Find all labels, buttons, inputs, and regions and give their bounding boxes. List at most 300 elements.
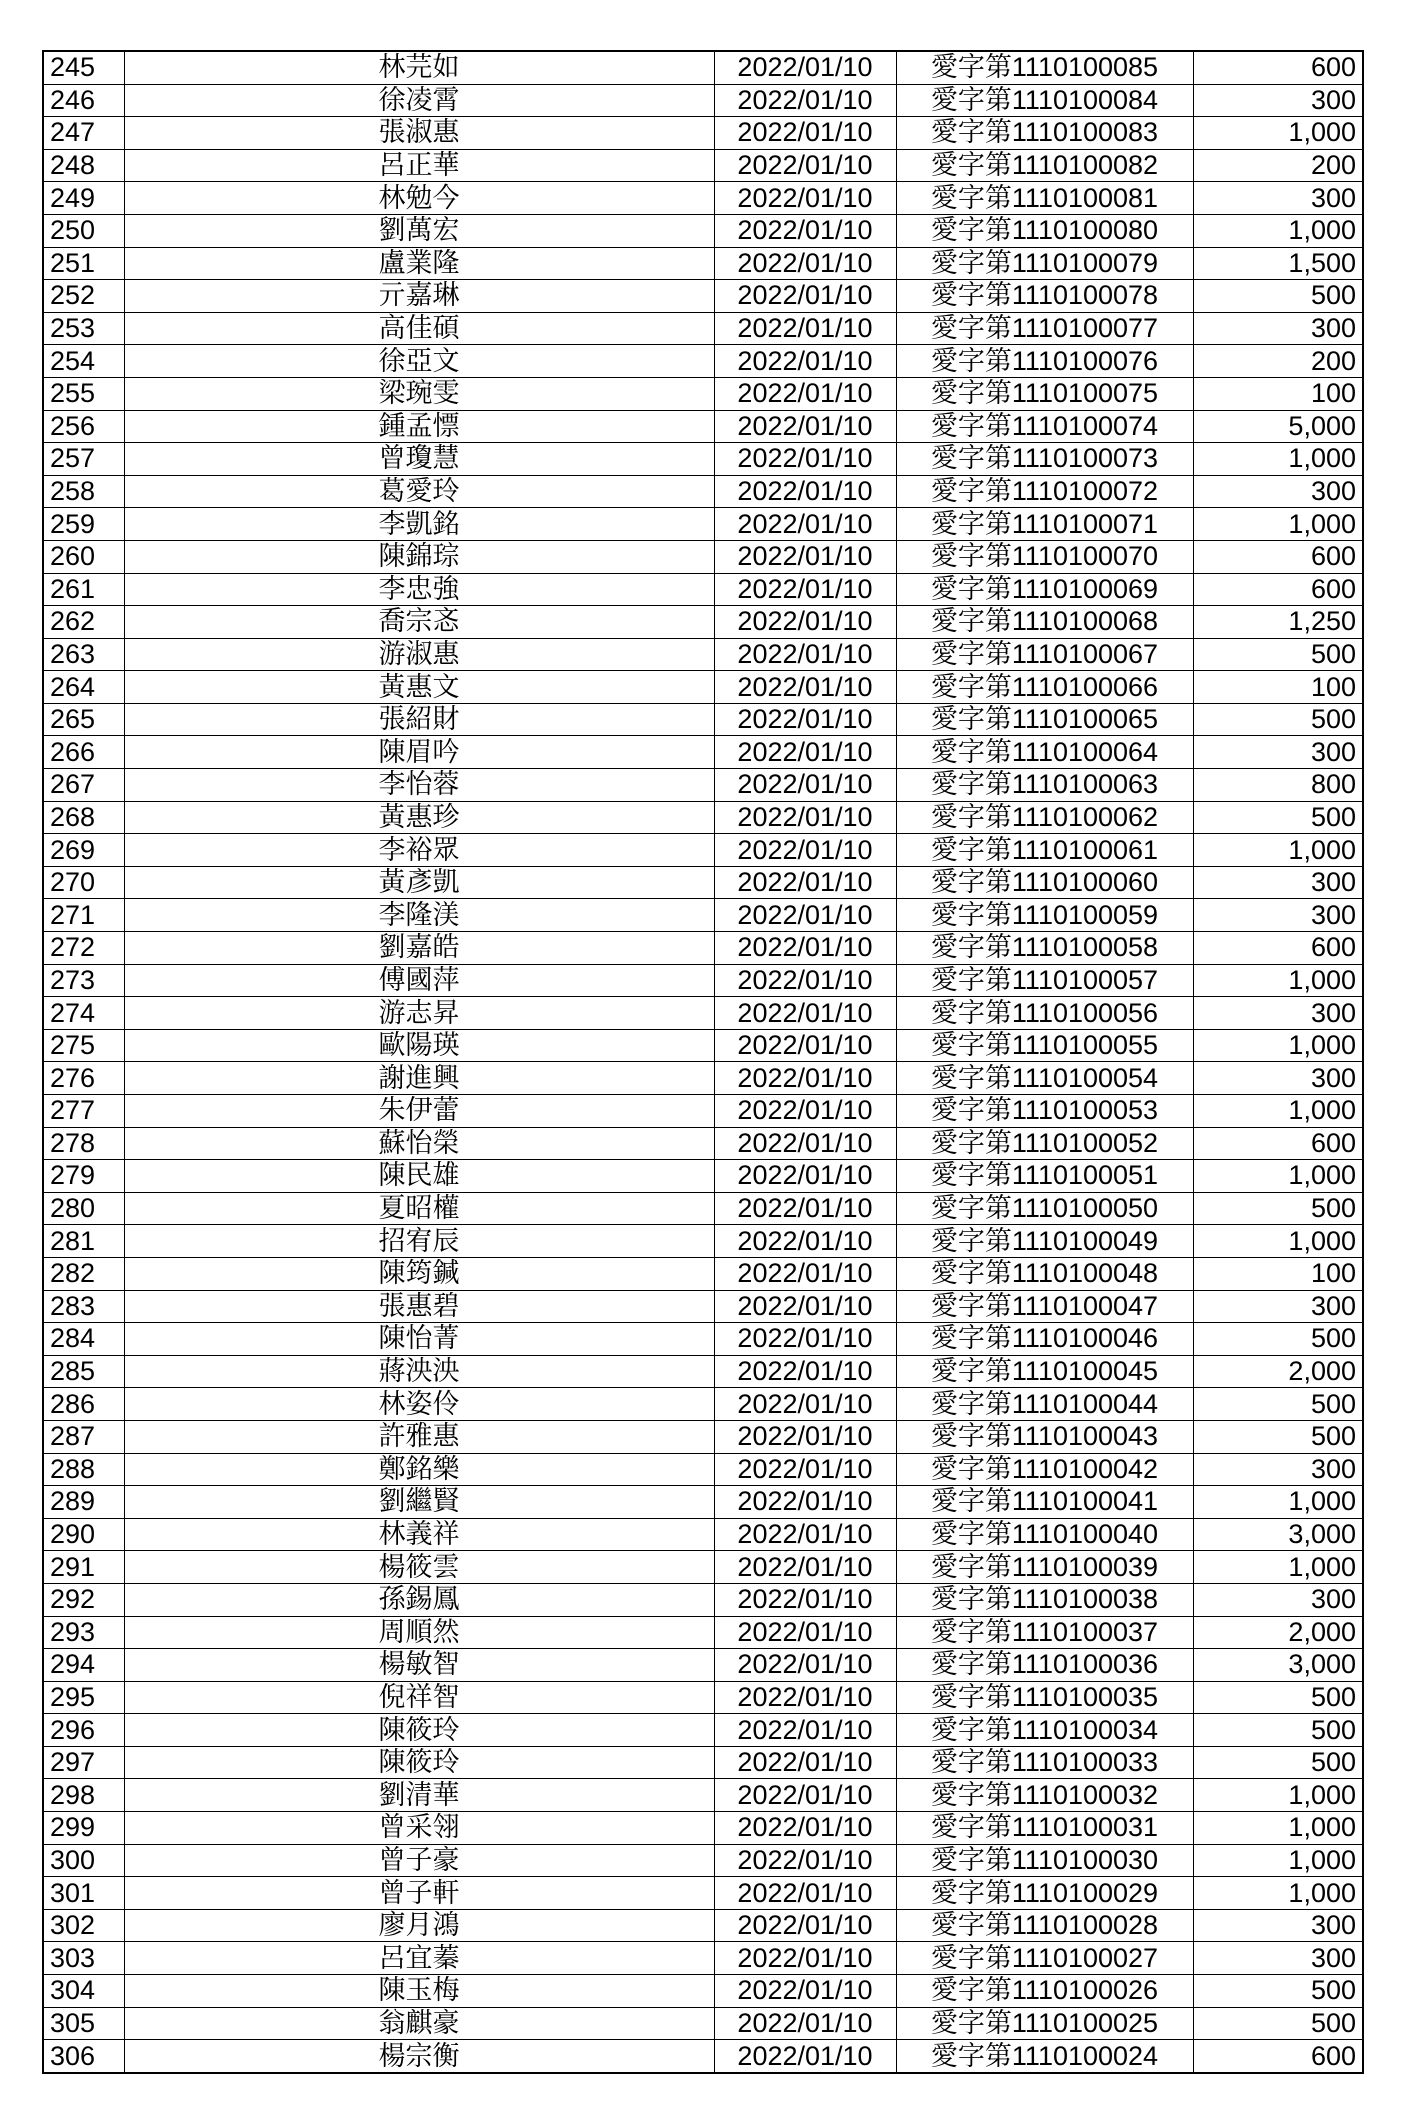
table-row [43,1942,1363,1975]
donation-date-cell: 2022/01/10 [714,410,896,443]
donor-name-cell: 李凱銘 [124,508,714,541]
donor-name-cell: 曾子軒 [124,1877,714,1910]
table-row [43,1909,1363,1942]
amount-cell: 3,000 [1193,1518,1363,1551]
row-number-cell: 251 [43,247,124,280]
receipt-number-cell: 愛字第1110100069 [896,573,1193,606]
row-number-cell: 301 [43,1877,124,1910]
row-number-cell: 257 [43,443,124,476]
amount-cell: 500 [1193,703,1363,736]
row-number-cell: 284 [43,1323,124,1356]
donation-date-cell: 2022/01/10 [714,1909,896,1942]
donation-date-cell: 2022/01/10 [714,1518,896,1551]
donor-name-cell: 黃惠文 [124,671,714,704]
table-row [43,1290,1363,1323]
table-row [43,1616,1363,1649]
row-number-cell: 297 [43,1746,124,1779]
amount-cell: 1,000 [1193,1095,1363,1128]
amount-cell: 2,000 [1193,1355,1363,1388]
donor-name-cell: 劉繼賢 [124,1486,714,1519]
donation-date-cell: 2022/01/10 [714,377,896,410]
row-number-cell: 294 [43,1649,124,1682]
donation-date-cell: 2022/01/10 [714,117,896,150]
receipt-number-cell: 愛字第1110100068 [896,606,1193,639]
row-number-cell: 292 [43,1583,124,1616]
table-row [43,1388,1363,1421]
donation-date-cell: 2022/01/10 [714,312,896,345]
table-row [43,540,1363,573]
row-number-cell: 291 [43,1551,124,1584]
row-number-cell: 265 [43,703,124,736]
amount-cell: 600 [1193,573,1363,606]
table-row [43,866,1363,899]
amount-cell: 600 [1193,932,1363,965]
table-row [43,1323,1363,1356]
receipt-number-cell: 愛字第1110100045 [896,1355,1193,1388]
amount-cell: 1,000 [1193,1160,1363,1193]
receipt-number-cell: 愛字第1110100070 [896,540,1193,573]
amount-cell: 800 [1193,769,1363,802]
table-row [43,247,1363,280]
receipt-number-cell: 愛字第1110100061 [896,834,1193,867]
amount-cell: 200 [1193,345,1363,378]
receipt-number-cell: 愛字第1110100036 [896,1649,1193,1682]
receipt-number-cell: 愛字第1110100035 [896,1681,1193,1714]
receipt-number-cell: 愛字第1110100072 [896,475,1193,508]
donation-date-cell: 2022/01/10 [714,1844,896,1877]
receipt-number-cell: 愛字第1110100029 [896,1877,1193,1910]
donor-name-cell: 陳筱玲 [124,1714,714,1747]
amount-cell: 300 [1193,312,1363,345]
row-number-cell: 279 [43,1160,124,1193]
table-body [43,51,1363,2073]
donor-name-cell: 徐亞文 [124,345,714,378]
row-number-cell: 247 [43,117,124,150]
row-number-cell: 300 [43,1844,124,1877]
donation-date-cell: 2022/01/10 [714,1942,896,1975]
row-number-cell: 254 [43,345,124,378]
donor-name-cell: 黃彥凱 [124,866,714,899]
receipt-number-cell: 愛字第1110100032 [896,1779,1193,1812]
table-row [43,1095,1363,1128]
amount-cell: 1,500 [1193,247,1363,280]
table-row [43,508,1363,541]
receipt-number-cell: 愛字第1110100044 [896,1388,1193,1421]
amount-cell: 3,000 [1193,1649,1363,1682]
donor-name-cell: 蔣泱泱 [124,1355,714,1388]
amount-cell: 500 [1193,1323,1363,1356]
donor-name-cell: 徐凌霄 [124,84,714,117]
amount-cell: 1,000 [1193,1225,1363,1258]
row-number-cell: 295 [43,1681,124,1714]
donation-date-cell: 2022/01/10 [714,1583,896,1616]
donation-date-cell: 2022/01/10 [714,1812,896,1845]
receipt-number-cell: 愛字第1110100058 [896,932,1193,965]
donor-name-cell: 夏昭權 [124,1192,714,1225]
table-row [43,182,1363,215]
row-number-cell: 260 [43,540,124,573]
receipt-number-cell: 愛字第1110100025 [896,2007,1193,2040]
table-row [43,1453,1363,1486]
table-row [43,1681,1363,1714]
table-row [43,1160,1363,1193]
table-row [43,84,1363,117]
table-row [43,1746,1363,1779]
row-number-cell: 281 [43,1225,124,1258]
row-number-cell: 245 [43,51,124,84]
table-row [43,345,1363,378]
amount-cell: 1,000 [1193,214,1363,247]
donation-date-cell: 2022/01/10 [714,769,896,802]
row-number-cell: 298 [43,1779,124,1812]
donation-date-cell: 2022/01/10 [714,280,896,313]
donation-date-cell: 2022/01/10 [714,1649,896,1682]
donor-name-cell: 亓嘉琳 [124,280,714,313]
receipt-number-cell: 愛字第1110100037 [896,1616,1193,1649]
donor-name-cell: 張紹財 [124,703,714,736]
donation-date-cell: 2022/01/10 [714,1029,896,1062]
donation-date-cell: 2022/01/10 [714,573,896,606]
receipt-number-cell: 愛字第1110100051 [896,1160,1193,1193]
donor-name-cell: 翁麒豪 [124,2007,714,2040]
row-number-cell: 269 [43,834,124,867]
donor-name-cell: 張淑惠 [124,117,714,150]
amount-cell: 1,000 [1193,1779,1363,1812]
row-number-cell: 246 [43,84,124,117]
donation-date-cell: 2022/01/10 [714,736,896,769]
amount-cell: 300 [1193,899,1363,932]
receipt-number-cell: 愛字第1110100056 [896,997,1193,1030]
amount-cell: 600 [1193,540,1363,573]
donation-date-cell: 2022/01/10 [714,1975,896,2008]
donation-date-cell: 2022/01/10 [714,1160,896,1193]
amount-cell: 1,000 [1193,508,1363,541]
donation-date-cell: 2022/01/10 [714,1877,896,1910]
donation-date-cell: 2022/01/10 [714,1257,896,1290]
receipt-number-cell: 愛字第1110100043 [896,1420,1193,1453]
donor-name-cell: 李裕眾 [124,834,714,867]
receipt-number-cell: 愛字第1110100055 [896,1029,1193,1062]
row-number-cell: 249 [43,182,124,215]
donation-date-cell: 2022/01/10 [714,1225,896,1258]
donation-date-cell: 2022/01/10 [714,1127,896,1160]
table-row [43,834,1363,867]
donation-date-cell: 2022/01/10 [714,1323,896,1356]
donation-date-cell: 2022/01/10 [714,834,896,867]
table-row [43,443,1363,476]
receipt-number-cell: 愛字第1110100059 [896,899,1193,932]
donation-date-cell: 2022/01/10 [714,247,896,280]
donor-name-cell: 黃惠珍 [124,801,714,834]
amount-cell: 500 [1193,1746,1363,1779]
table-row [43,769,1363,802]
table-row [43,1257,1363,1290]
donor-name-cell: 高佳碩 [124,312,714,345]
table-row [43,1551,1363,1584]
donor-name-cell: 蘇怡榮 [124,1127,714,1160]
amount-cell: 300 [1193,84,1363,117]
amount-cell: 1,250 [1193,606,1363,639]
donation-date-cell: 2022/01/10 [714,899,896,932]
donor-name-cell: 陳怡菁 [124,1323,714,1356]
donor-name-cell: 林芫如 [124,51,714,84]
row-number-cell: 275 [43,1029,124,1062]
row-number-cell: 277 [43,1095,124,1128]
row-number-cell: 305 [43,2007,124,2040]
amount-cell: 300 [1193,182,1363,215]
receipt-number-cell: 愛字第1110100076 [896,345,1193,378]
amount-cell: 1,000 [1193,1486,1363,1519]
table-row [43,964,1363,997]
donor-name-cell: 廖月鴻 [124,1909,714,1942]
donation-date-cell: 2022/01/10 [714,1681,896,1714]
row-number-cell: 303 [43,1942,124,1975]
table-row [43,2040,1363,2073]
donation-date-cell: 2022/01/10 [714,606,896,639]
receipt-number-cell: 愛字第1110100080 [896,214,1193,247]
table-row [43,1029,1363,1062]
donation-date-cell: 2022/01/10 [714,638,896,671]
row-number-cell: 270 [43,866,124,899]
donor-name-cell: 鄭銘樂 [124,1453,714,1486]
donor-name-cell: 林勉今 [124,182,714,215]
donor-name-cell: 游志昇 [124,997,714,1030]
donation-date-cell: 2022/01/10 [714,671,896,704]
donor-name-cell: 呂宜蓁 [124,1942,714,1975]
row-number-cell: 250 [43,214,124,247]
table-row [43,932,1363,965]
table-row [43,280,1363,313]
row-number-cell: 283 [43,1290,124,1323]
donor-name-cell: 陳筱玲 [124,1746,714,1779]
donation-date-cell: 2022/01/10 [714,149,896,182]
row-number-cell: 289 [43,1486,124,1519]
receipt-number-cell: 愛字第1110100034 [896,1714,1193,1747]
amount-cell: 1,000 [1193,1877,1363,1910]
receipt-number-cell: 愛字第1110100033 [896,1746,1193,1779]
receipt-number-cell: 愛字第1110100039 [896,1551,1193,1584]
donor-name-cell: 喬宗忞 [124,606,714,639]
donor-name-cell: 陳玉梅 [124,1975,714,2008]
donor-name-cell: 楊宗衡 [124,2040,714,2073]
row-number-cell: 262 [43,606,124,639]
donor-name-cell: 楊筱雲 [124,1551,714,1584]
donor-name-cell: 李忠強 [124,573,714,606]
donation-date-cell: 2022/01/10 [714,1388,896,1421]
donor-name-cell: 曾瓊慧 [124,443,714,476]
table-row [43,1812,1363,1845]
table-row [43,1518,1363,1551]
amount-cell: 100 [1193,377,1363,410]
row-number-cell: 286 [43,1388,124,1421]
amount-cell: 1,000 [1193,1812,1363,1845]
table-row [43,117,1363,150]
table-row [43,1420,1363,1453]
amount-cell: 500 [1193,2007,1363,2040]
table-row [43,606,1363,639]
donation-date-cell: 2022/01/10 [714,182,896,215]
donation-date-cell: 2022/01/10 [714,801,896,834]
table-row [43,1649,1363,1682]
receipt-number-cell: 愛字第1110100047 [896,1290,1193,1323]
row-number-cell: 248 [43,149,124,182]
receipt-number-cell: 愛字第1110100067 [896,638,1193,671]
receipt-number-cell: 愛字第1110100026 [896,1975,1193,2008]
amount-cell: 1,000 [1193,443,1363,476]
donor-name-cell: 朱伊蕾 [124,1095,714,1128]
receipt-number-cell: 愛字第1110100075 [896,377,1193,410]
row-number-cell: 259 [43,508,124,541]
amount-cell: 300 [1193,1290,1363,1323]
donation-date-cell: 2022/01/10 [714,1095,896,1128]
amount-cell: 300 [1193,736,1363,769]
donation-date-cell: 2022/01/10 [714,1062,896,1095]
table-row [43,1192,1363,1225]
row-number-cell: 280 [43,1192,124,1225]
receipt-number-cell: 愛字第1110100040 [896,1518,1193,1551]
receipt-number-cell: 愛字第1110100042 [896,1453,1193,1486]
table-row [43,1779,1363,1812]
donation-date-cell: 2022/01/10 [714,51,896,84]
table-row [43,1225,1363,1258]
table-row [43,671,1363,704]
table-row [43,899,1363,932]
receipt-number-cell: 愛字第1110100046 [896,1323,1193,1356]
donor-name-cell: 招宥辰 [124,1225,714,1258]
table-row [43,1583,1363,1616]
row-number-cell: 261 [43,573,124,606]
table-row [43,1127,1363,1160]
row-number-cell: 302 [43,1909,124,1942]
row-number-cell: 290 [43,1518,124,1551]
donor-name-cell: 許雅惠 [124,1420,714,1453]
donor-name-cell: 陳筠鍼 [124,1257,714,1290]
donor-name-cell: 曾子豪 [124,1844,714,1877]
donation-date-cell: 2022/01/10 [714,540,896,573]
receipt-number-cell: 愛字第1110100063 [896,769,1193,802]
row-number-cell: 278 [43,1127,124,1160]
donor-name-cell: 傅國萍 [124,964,714,997]
receipt-number-cell: 愛字第1110100084 [896,84,1193,117]
table-row [43,475,1363,508]
amount-cell: 300 [1193,866,1363,899]
amount-cell: 500 [1193,280,1363,313]
donation-date-cell: 2022/01/10 [714,214,896,247]
donor-name-cell: 謝進興 [124,1062,714,1095]
amount-cell: 500 [1193,1714,1363,1747]
donation-date-cell: 2022/01/10 [714,1192,896,1225]
amount-cell: 1,000 [1193,117,1363,150]
table-row [43,573,1363,606]
donation-date-cell: 2022/01/10 [714,1714,896,1747]
receipt-number-cell: 愛字第1110100085 [896,51,1193,84]
donation-date-cell: 2022/01/10 [714,2040,896,2073]
row-number-cell: 264 [43,671,124,704]
amount-cell: 100 [1193,1257,1363,1290]
donation-date-cell: 2022/01/10 [714,1453,896,1486]
row-number-cell: 258 [43,475,124,508]
receipt-number-cell: 愛字第1110100078 [896,280,1193,313]
receipt-number-cell: 愛字第1110100081 [896,182,1193,215]
receipt-number-cell: 愛字第1110100038 [896,1583,1193,1616]
amount-cell: 300 [1193,1583,1363,1616]
donor-name-cell: 歐陽瑛 [124,1029,714,1062]
donation-date-cell: 2022/01/10 [714,964,896,997]
row-number-cell: 271 [43,899,124,932]
donation-date-cell: 2022/01/10 [714,997,896,1030]
donor-name-cell: 游淑惠 [124,638,714,671]
amount-cell: 5,000 [1193,410,1363,443]
receipt-number-cell: 愛字第1110100065 [896,703,1193,736]
donation-date-cell: 2022/01/10 [714,1486,896,1519]
table-row [43,801,1363,834]
amount-cell: 1,000 [1193,834,1363,867]
row-number-cell: 252 [43,280,124,313]
row-number-cell: 266 [43,736,124,769]
amount-cell: 500 [1193,1388,1363,1421]
receipt-number-cell: 愛字第1110100064 [896,736,1193,769]
donation-date-cell: 2022/01/10 [714,1616,896,1649]
table-row [43,1714,1363,1747]
amount-cell: 300 [1193,997,1363,1030]
donation-date-cell: 2022/01/10 [714,1551,896,1584]
donor-name-cell: 曾采翎 [124,1812,714,1845]
amount-cell: 600 [1193,1127,1363,1160]
donor-name-cell: 劉萬宏 [124,214,714,247]
donation-date-cell: 2022/01/10 [714,2007,896,2040]
row-number-cell: 256 [43,410,124,443]
donor-name-cell: 孫錫鳳 [124,1583,714,1616]
donor-name-cell: 呂正華 [124,149,714,182]
amount-cell: 600 [1193,51,1363,84]
donor-name-cell: 林義祥 [124,1518,714,1551]
table-row [43,2007,1363,2040]
receipt-number-cell: 愛字第1110100050 [896,1192,1193,1225]
row-number-cell: 276 [43,1062,124,1095]
amount-cell: 600 [1193,2040,1363,2073]
receipt-number-cell: 愛字第1110100071 [896,508,1193,541]
amount-cell: 1,000 [1193,1029,1363,1062]
receipt-number-cell: 愛字第1110100048 [896,1257,1193,1290]
donation-date-cell: 2022/01/10 [714,932,896,965]
row-number-cell: 263 [43,638,124,671]
row-number-cell: 304 [43,1975,124,2008]
donation-date-cell: 2022/01/10 [714,703,896,736]
amount-cell: 2,000 [1193,1616,1363,1649]
table-row [43,736,1363,769]
donor-name-cell: 鍾孟慓 [124,410,714,443]
donor-name-cell: 劉清華 [124,1779,714,1812]
table-row [43,214,1363,247]
donor-name-cell: 林姿伶 [124,1388,714,1421]
receipt-number-cell: 愛字第1110100083 [896,117,1193,150]
table-row [43,312,1363,345]
amount-cell: 300 [1193,475,1363,508]
donor-name-cell: 李怡蓉 [124,769,714,802]
amount-cell: 500 [1193,801,1363,834]
amount-cell: 1,000 [1193,964,1363,997]
row-number-cell: 253 [43,312,124,345]
row-number-cell: 299 [43,1812,124,1845]
row-number-cell: 306 [43,2040,124,2073]
donation-table [42,50,1364,2074]
donor-name-cell: 梁琬雯 [124,377,714,410]
row-number-cell: 268 [43,801,124,834]
table-row [43,1877,1363,1910]
row-number-cell: 287 [43,1420,124,1453]
table-row [43,1062,1363,1095]
donation-date-cell: 2022/01/10 [714,866,896,899]
